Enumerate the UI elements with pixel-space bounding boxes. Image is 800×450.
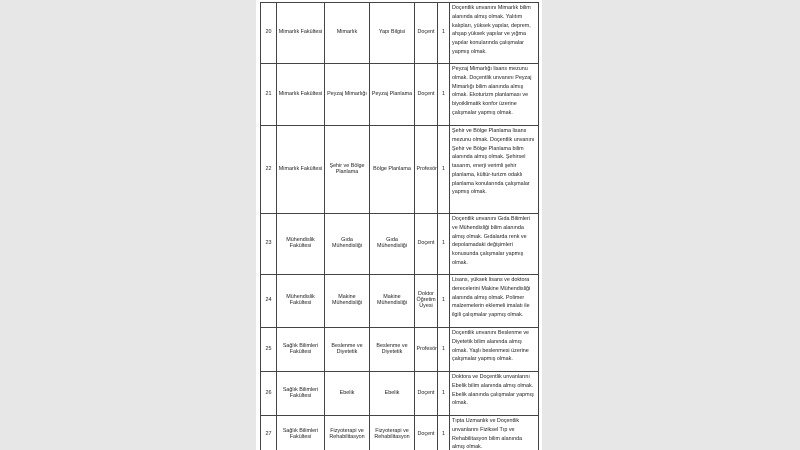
table-row — [261, 214, 539, 275]
row-number: 21 — [261, 64, 277, 126]
faculty-cell: Mimarlık Fakültesi — [277, 64, 325, 126]
title-cell: Doçent — [415, 416, 438, 450]
department-cell: Mimarlık — [325, 3, 370, 64]
title-cell: Doçent — [415, 214, 438, 275]
requirements-cell: Doktora ve Doçentlik unvanlarını Ebelik bilim alanında almış olmak. Ebelik alanında çalışmalar yapmış olmak. — [450, 372, 539, 416]
program-cell: Makine Mühendisliği — [370, 275, 415, 328]
program-cell: Fizyoterapi ve Rehabilitasyon — [370, 416, 415, 450]
requirements-cell: Lisans, yüksek lisans ve doktora derecelerini Makine Mühendisliği alanında almış olmak. Polimer malzemelerin eklemeli imalatı ile ilgili çalışmalar yapmış olmak. — [450, 275, 539, 328]
job-posting-table — [260, 2, 539, 450]
table-row — [261, 126, 539, 214]
count-cell: 1 — [438, 3, 450, 64]
requirements-cell: Doçentlik unvanını Mimarlık bilim alanında almış olmak. Yalıtım kalıpları, yüksek yapılar, deprem, ahşap yüksek yapılar ve yığma yapılar konularında çalışmalar yapmış olmak. — [450, 3, 539, 64]
table-row — [261, 416, 539, 450]
department-cell: Şehir ve Bölge Planlama — [325, 126, 370, 214]
requirements-cell: Şehir ve Bölge Planlama lisans mezunu olmak. Doçentlik unvanını Şehir ve Bölge Planlama bilim alanında almış olmak. Şehirsel tasarım, enerji verimli şehir planlama, kültür-turizm odaklı planlama konularında çalışmalar yapmış olmak. — [450, 126, 539, 214]
faculty-cell: Mühendislik Fakültesi — [277, 275, 325, 328]
row-number: 22 — [261, 126, 277, 214]
count-cell: 1 — [438, 372, 450, 416]
count-cell: 1 — [438, 275, 450, 328]
title-cell: Profesör — [415, 126, 438, 214]
title-cell: Doçent — [415, 64, 438, 126]
count-cell: 1 — [438, 416, 450, 450]
count-cell: 1 — [438, 214, 450, 275]
table-row — [261, 275, 539, 328]
row-number: 26 — [261, 372, 277, 416]
count-cell: 1 — [438, 126, 450, 214]
title-cell: Doçent — [415, 3, 438, 64]
faculty-cell: Sağlık Bilimleri Fakültesi — [277, 416, 325, 450]
department-cell: Fizyoterapi ve Rehabilitasyon — [325, 416, 370, 450]
program-cell: Beslenme ve Diyetetik — [370, 328, 415, 372]
title-cell: Doktor Öğretim Üyesi — [415, 275, 438, 328]
program-cell: Yapı Bilgisi — [370, 3, 415, 64]
faculty-cell: Mimarlık Fakültesi — [277, 3, 325, 64]
requirements-cell: Peyzaj Mimarlığı lisans mezunu olmak. Doçentlik unvanını Peyzaj Mimarlığı bilim alanında almış olmak. Ekoturizm planlaması ve biyoiklimatik konfor üzerine çalışmalar yapmış olmak. — [450, 64, 539, 126]
department-cell: Peyzaj Mimarlığı — [325, 64, 370, 126]
requirements-cell: Doçentlik unvanını Gıda Bilimleri ve Mühendisliği bilim alanında almış olmak. Gıdalarda renk ve depolamadaki değişimleri konusunda çalışmalar yapmış olmak. — [450, 214, 539, 275]
faculty-cell: Mimarlık Fakültesi — [277, 126, 325, 214]
program-cell: Peyzaj Planlama — [370, 64, 415, 126]
department-cell: Makine Mühendisliği — [325, 275, 370, 328]
document-page — [256, 0, 542, 450]
table-row — [261, 3, 539, 64]
title-cell: Profesör — [415, 328, 438, 372]
department-cell: Gıda Mühendisliği — [325, 214, 370, 275]
table-row — [261, 64, 539, 126]
count-cell: 1 — [438, 64, 450, 126]
title-cell: Doçent — [415, 372, 438, 416]
row-number: 27 — [261, 416, 277, 450]
faculty-cell: Sağlık Bilimleri Fakültesi — [277, 328, 325, 372]
faculty-cell: Mühendislik Fakültesi — [277, 214, 325, 275]
department-cell: Ebelik — [325, 372, 370, 416]
program-cell: Bölge Planlama — [370, 126, 415, 214]
table-row — [261, 328, 539, 372]
row-number: 20 — [261, 3, 277, 64]
department-cell: Beslenme ve Diyetetik — [325, 328, 370, 372]
faculty-cell: Sağlık Bilimleri Fakültesi — [277, 372, 325, 416]
requirements-cell: Tıpta Uzmanlık ve Doçentlik unvanlarını Fiziksel Tıp ve Rehabilitasyon bilim alanında almış olmak. — [450, 416, 539, 450]
table-row — [261, 372, 539, 416]
row-number: 25 — [261, 328, 277, 372]
row-number: 24 — [261, 275, 277, 328]
program-cell: Ebelik — [370, 372, 415, 416]
requirements-cell: Doçentlik unvanını Beslenme ve Diyetetik bilim alanında almış olmak. Yaşlı beslenmesi üzerine çalışmalar yapmış olmak. — [450, 328, 539, 372]
program-cell: Gıda Mühendisliği — [370, 214, 415, 275]
row-number: 23 — [261, 214, 277, 275]
count-cell: 1 — [438, 328, 450, 372]
